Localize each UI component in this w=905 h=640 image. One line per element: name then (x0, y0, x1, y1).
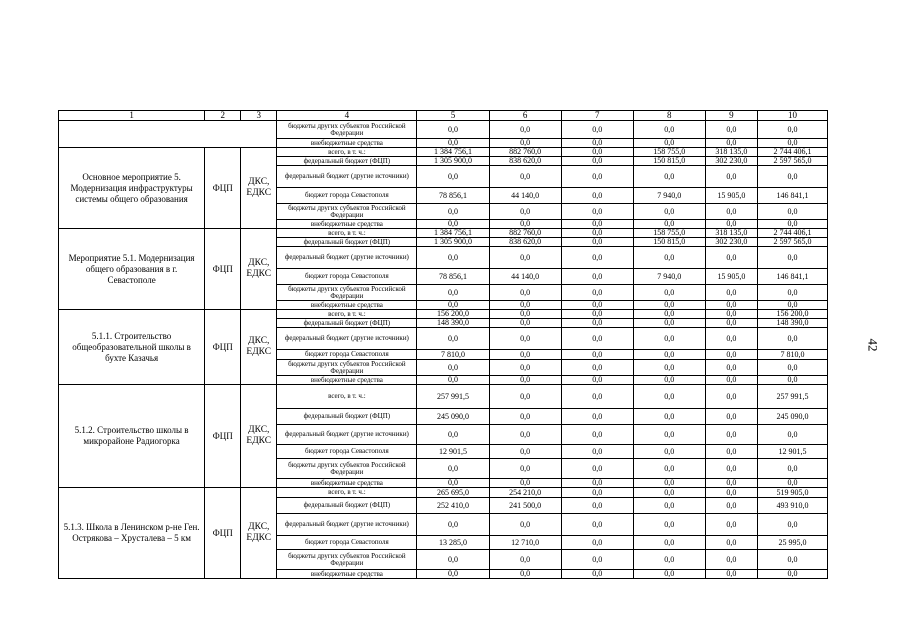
table-row (59, 229, 828, 238)
value-cell: 0,0 (561, 459, 633, 479)
value-cell: 0,0 (705, 425, 757, 445)
source-label: федеральный бюджет (другие источники) (277, 166, 417, 188)
value-cell: 0,0 (633, 479, 705, 488)
value-cell: 0,0 (489, 459, 561, 479)
value-cell: 0,0 (561, 536, 633, 550)
source-label: бюджеты других субъектов Российской Федерации (277, 285, 417, 301)
value-cell: 0,0 (633, 550, 705, 570)
value-cell: 0,0 (489, 301, 561, 310)
value-cell: 2 744 406,1 (757, 148, 827, 157)
value-cell: 0,0 (561, 498, 633, 514)
value-cell: 12 901,5 (417, 445, 489, 459)
activity-name: Основное мероприятие 5. Модернизация инфраструктуры системы общего образования (59, 148, 205, 229)
value-cell: 0,0 (705, 166, 757, 188)
value-cell: 0,0 (705, 514, 757, 536)
value-cell: 0,0 (561, 328, 633, 350)
activity-name: Мероприятие 5.1. Модернизация общего образования в г. Севастополе (59, 229, 205, 310)
financing-source: ФЦП (205, 310, 241, 385)
value-cell: 2 597 565,0 (757, 157, 827, 166)
value-cell: 302 230,0 (705, 157, 757, 166)
value-cell: 882 760,0 (489, 229, 561, 238)
value-cell: 0,0 (489, 220, 561, 229)
value-cell: 493 910,0 (757, 498, 827, 514)
value-cell: 0,0 (705, 536, 757, 550)
executor: ДКС, ЕДКС (241, 310, 277, 385)
value-cell: 0,0 (561, 319, 633, 328)
value-cell: 0,0 (633, 536, 705, 550)
value-cell: 0,0 (757, 285, 827, 301)
source-label: внебюджетные средства (277, 301, 417, 310)
value-cell: 0,0 (633, 247, 705, 269)
value-cell: 7 940,0 (633, 188, 705, 204)
value-cell: 1 305 900,0 (417, 157, 489, 166)
source-label: бюджеты других субъектов Российской Федерации (277, 204, 417, 220)
value-cell: 0,0 (417, 121, 489, 139)
header-cell-10: 10 (757, 111, 827, 121)
value-cell: 0,0 (417, 360, 489, 376)
value-cell: 0,0 (489, 570, 561, 579)
value-cell: 0,0 (757, 425, 827, 445)
executor: ДКС, ЕДКС (241, 385, 277, 488)
value-cell: 0,0 (417, 425, 489, 445)
value-cell: 146 841,1 (757, 269, 827, 285)
value-cell: 0,0 (705, 459, 757, 479)
value-cell: 0,0 (417, 301, 489, 310)
source-label: внебюджетные средства (277, 139, 417, 148)
value-cell: 0,0 (561, 157, 633, 166)
source-label: федеральный бюджет (другие источники) (277, 425, 417, 445)
value-cell: 0,0 (561, 445, 633, 459)
source-label: внебюджетные средства (277, 376, 417, 385)
source-label: всего, в т. ч.: (277, 385, 417, 409)
value-cell: 0,0 (705, 319, 757, 328)
source-label: бюджет города Севастополя (277, 350, 417, 360)
source-label: бюджеты других субъектов Российской Федерации (277, 459, 417, 479)
value-cell: 0,0 (705, 204, 757, 220)
value-cell: 0,0 (705, 409, 757, 425)
table-body (59, 111, 828, 579)
value-cell: 0,0 (561, 570, 633, 579)
value-cell: 0,0 (417, 166, 489, 188)
value-cell: 1 305 900,0 (417, 238, 489, 247)
value-cell: 0,0 (705, 360, 757, 376)
value-cell: 0,0 (757, 479, 827, 488)
source-label: федеральный бюджет (ФЦП) (277, 238, 417, 247)
value-cell: 0,0 (561, 514, 633, 536)
value-cell: 148 390,0 (757, 319, 827, 328)
value-cell: 0,0 (561, 229, 633, 238)
executor: ДКС, ЕДКС (241, 229, 277, 310)
value-cell: 0,0 (705, 488, 757, 498)
value-cell: 0,0 (489, 550, 561, 570)
value-cell: 257 991,5 (757, 385, 827, 409)
value-cell: 0,0 (633, 385, 705, 409)
source-label: всего, в т. ч.: (277, 229, 417, 238)
value-cell: 0,0 (633, 166, 705, 188)
source-label: бюджеты других субъектов Российской Федерации (277, 360, 417, 376)
source-label: федеральный бюджет (другие источники) (277, 247, 417, 269)
financing-source: ФЦП (205, 385, 241, 488)
header-cell-3: 3 (241, 111, 277, 121)
value-cell: 245 090,0 (757, 409, 827, 425)
value-cell: 0,0 (705, 310, 757, 319)
value-cell: 12 710,0 (489, 536, 561, 550)
value-cell: 0,0 (561, 409, 633, 425)
value-cell: 0,0 (757, 550, 827, 570)
value-cell: 7 810,0 (417, 350, 489, 360)
value-cell: 0,0 (757, 121, 827, 139)
value-cell: 0,0 (561, 310, 633, 319)
value-cell: 519 905,0 (757, 488, 827, 498)
activity-name: 5.1.2. Строительство школы в микрорайоне Радиогорка (59, 385, 205, 488)
value-cell: 15 905,0 (705, 269, 757, 285)
value-cell: 12 901,5 (757, 445, 827, 459)
value-cell: 0,0 (633, 409, 705, 425)
value-cell: 156 200,0 (417, 310, 489, 319)
header-cell-2: 2 (205, 111, 241, 121)
financing-source: ФЦП (205, 148, 241, 229)
value-cell: 0,0 (561, 148, 633, 157)
value-cell: 0,0 (705, 350, 757, 360)
source-label: внебюджетные средства (277, 220, 417, 229)
header-cell-7: 7 (561, 111, 633, 121)
source-label: внебюджетные средства (277, 479, 417, 488)
value-cell: 0,0 (757, 376, 827, 385)
value-cell: 0,0 (417, 247, 489, 269)
value-cell: 0,0 (489, 360, 561, 376)
source-label: федеральный бюджет (ФЦП) (277, 409, 417, 425)
value-cell: 0,0 (633, 220, 705, 229)
value-cell: 0,0 (633, 139, 705, 148)
value-cell: 0,0 (489, 328, 561, 350)
value-cell: 25 995,0 (757, 536, 827, 550)
value-cell: 0,0 (561, 350, 633, 360)
value-cell: 0,0 (489, 425, 561, 445)
value-cell: 0,0 (561, 269, 633, 285)
value-cell: 0,0 (489, 204, 561, 220)
budget-table (58, 110, 828, 579)
source-label: всего, в т. ч.: (277, 148, 417, 157)
executor: ДКС, ЕДКС (241, 148, 277, 229)
value-cell: 0,0 (561, 385, 633, 409)
value-cell: 0,0 (757, 301, 827, 310)
value-cell: 0,0 (489, 121, 561, 139)
source-label: федеральный бюджет (другие источники) (277, 514, 417, 536)
value-cell: 0,0 (561, 488, 633, 498)
value-cell: 0,0 (757, 360, 827, 376)
source-label: всего, в т. ч.: (277, 488, 417, 498)
value-cell: 148 390,0 (417, 319, 489, 328)
value-cell: 0,0 (489, 445, 561, 459)
value-cell: 0,0 (705, 139, 757, 148)
activity-name: 5.1.3. Школа в Ленинском р-не Ген. Острякова – Хрусталева – 5 км (59, 488, 205, 579)
value-cell: 0,0 (633, 425, 705, 445)
value-cell: 44 140,0 (489, 188, 561, 204)
source-label: федеральный бюджет (ФЦП) (277, 157, 417, 166)
value-cell: 0,0 (757, 570, 827, 579)
value-cell: 158 755,0 (633, 148, 705, 157)
value-cell: 0,0 (561, 204, 633, 220)
value-cell: 0,0 (417, 220, 489, 229)
value-cell: 0,0 (757, 204, 827, 220)
value-cell: 0,0 (489, 409, 561, 425)
value-cell: 0,0 (705, 570, 757, 579)
value-cell: 0,0 (633, 376, 705, 385)
source-label: бюджеты других субъектов Российской Федерации (277, 121, 417, 139)
value-cell: 0,0 (489, 350, 561, 360)
continuation-blank (59, 121, 277, 148)
table-row (59, 385, 828, 409)
value-cell: 0,0 (489, 479, 561, 488)
value-cell: 150 815,0 (633, 157, 705, 166)
value-cell: 0,0 (489, 310, 561, 319)
header-cell-5: 5 (417, 111, 489, 121)
value-cell: 0,0 (705, 285, 757, 301)
value-cell: 0,0 (757, 166, 827, 188)
value-cell: 0,0 (489, 376, 561, 385)
value-cell: 0,0 (561, 247, 633, 269)
value-cell: 150 815,0 (633, 238, 705, 247)
value-cell: 0,0 (561, 425, 633, 445)
executor: ДКС, ЕДКС (241, 488, 277, 579)
table-row (59, 121, 828, 139)
value-cell: 0,0 (757, 459, 827, 479)
header-cell-4: 4 (277, 111, 417, 121)
value-cell: 0,0 (417, 285, 489, 301)
value-cell: 0,0 (705, 479, 757, 488)
source-label: бюджет города Севастополя (277, 445, 417, 459)
activity-name: 5.1.1. Строительство общеобразовательной школы в бухте Казачья (59, 310, 205, 385)
source-label: федеральный бюджет (ФЦП) (277, 498, 417, 514)
value-cell: 0,0 (561, 376, 633, 385)
value-cell: 0,0 (757, 514, 827, 536)
value-cell: 7 810,0 (757, 350, 827, 360)
value-cell: 0,0 (417, 376, 489, 385)
value-cell: 838 620,0 (489, 157, 561, 166)
value-cell: 0,0 (417, 204, 489, 220)
value-cell: 0,0 (561, 360, 633, 376)
value-cell: 0,0 (633, 570, 705, 579)
source-label: бюджет города Севастополя (277, 269, 417, 285)
value-cell: 0,0 (633, 488, 705, 498)
value-cell: 0,0 (633, 319, 705, 328)
value-cell: 245 090,0 (417, 409, 489, 425)
value-cell: 0,0 (561, 166, 633, 188)
table-row (59, 310, 828, 319)
value-cell: 0,0 (633, 445, 705, 459)
financing-source: ФЦП (205, 229, 241, 310)
source-label: федеральный бюджет (ФЦП) (277, 319, 417, 328)
value-cell: 0,0 (489, 319, 561, 328)
value-cell: 0,0 (633, 285, 705, 301)
value-cell: 0,0 (561, 550, 633, 570)
value-cell: 0,0 (561, 139, 633, 148)
value-cell: 0,0 (633, 204, 705, 220)
source-label: внебюджетные средства (277, 570, 417, 579)
value-cell: 2 744 406,1 (757, 229, 827, 238)
value-cell: 0,0 (633, 301, 705, 310)
value-cell: 0,0 (489, 139, 561, 148)
value-cell: 0,0 (705, 385, 757, 409)
header-cell-8: 8 (633, 111, 705, 121)
value-cell: 0,0 (417, 328, 489, 350)
header-cell-1: 1 (59, 111, 205, 121)
value-cell: 0,0 (705, 550, 757, 570)
header-row (59, 111, 828, 121)
value-cell: 146 841,1 (757, 188, 827, 204)
value-cell: 252 410,0 (417, 498, 489, 514)
table-row (59, 488, 828, 498)
value-cell: 257 991,5 (417, 385, 489, 409)
value-cell: 0,0 (489, 385, 561, 409)
value-cell: 254 210,0 (489, 488, 561, 498)
value-cell: 158 755,0 (633, 229, 705, 238)
value-cell: 0,0 (417, 459, 489, 479)
value-cell: 0,0 (633, 360, 705, 376)
value-cell: 0,0 (705, 121, 757, 139)
value-cell: 1 384 756,1 (417, 229, 489, 238)
value-cell: 0,0 (633, 328, 705, 350)
value-cell: 0,0 (633, 459, 705, 479)
value-cell: 0,0 (633, 310, 705, 319)
header-cell-9: 9 (705, 111, 757, 121)
source-label: всего, в т. ч.: (277, 310, 417, 319)
table-row (59, 148, 828, 157)
value-cell: 0,0 (757, 220, 827, 229)
value-cell: 0,0 (705, 376, 757, 385)
value-cell: 78 856,1 (417, 269, 489, 285)
value-cell: 0,0 (705, 445, 757, 459)
value-cell: 0,0 (561, 238, 633, 247)
value-cell: 241 500,0 (489, 498, 561, 514)
value-cell: 78 856,1 (417, 188, 489, 204)
value-cell: 0,0 (757, 247, 827, 269)
value-cell: 0,0 (561, 121, 633, 139)
value-cell: 0,0 (561, 285, 633, 301)
value-cell: 0,0 (561, 301, 633, 310)
value-cell: 0,0 (417, 514, 489, 536)
value-cell: 7 940,0 (633, 269, 705, 285)
value-cell: 0,0 (705, 247, 757, 269)
header-cell-6: 6 (489, 111, 561, 121)
value-cell: 13 285,0 (417, 536, 489, 550)
value-cell: 265 695,0 (417, 488, 489, 498)
value-cell: 0,0 (417, 479, 489, 488)
value-cell: 0,0 (417, 570, 489, 579)
page-number: 42 (865, 338, 881, 352)
value-cell: 0,0 (489, 514, 561, 536)
financing-source: ФЦП (205, 488, 241, 579)
value-cell: 1 384 756,1 (417, 148, 489, 157)
value-cell: 2 597 565,0 (757, 238, 827, 247)
value-cell: 0,0 (417, 139, 489, 148)
value-cell: 0,0 (633, 350, 705, 360)
value-cell: 156 200,0 (757, 310, 827, 319)
value-cell: 0,0 (489, 285, 561, 301)
value-cell: 0,0 (633, 514, 705, 536)
value-cell: 0,0 (417, 550, 489, 570)
value-cell: 0,0 (561, 479, 633, 488)
value-cell: 0,0 (705, 328, 757, 350)
value-cell: 302 230,0 (705, 238, 757, 247)
source-label: бюджет города Севастополя (277, 188, 417, 204)
source-label: бюджеты других субъектов Российской Федерации (277, 550, 417, 570)
value-cell: 0,0 (757, 139, 827, 148)
value-cell: 15 905,0 (705, 188, 757, 204)
value-cell: 318 135,0 (705, 229, 757, 238)
value-cell: 0,0 (633, 498, 705, 514)
value-cell: 838 620,0 (489, 238, 561, 247)
value-cell: 0,0 (633, 121, 705, 139)
value-cell: 0,0 (489, 247, 561, 269)
value-cell: 0,0 (705, 220, 757, 229)
source-label: бюджет города Севастополя (277, 536, 417, 550)
value-cell: 882 760,0 (489, 148, 561, 157)
value-cell: 0,0 (757, 328, 827, 350)
source-label: федеральный бюджет (другие источники) (277, 328, 417, 350)
value-cell: 0,0 (489, 166, 561, 188)
value-cell: 0,0 (561, 220, 633, 229)
value-cell: 44 140,0 (489, 269, 561, 285)
value-cell: 0,0 (705, 301, 757, 310)
value-cell: 0,0 (561, 188, 633, 204)
value-cell: 318 135,0 (705, 148, 757, 157)
value-cell: 0,0 (705, 498, 757, 514)
